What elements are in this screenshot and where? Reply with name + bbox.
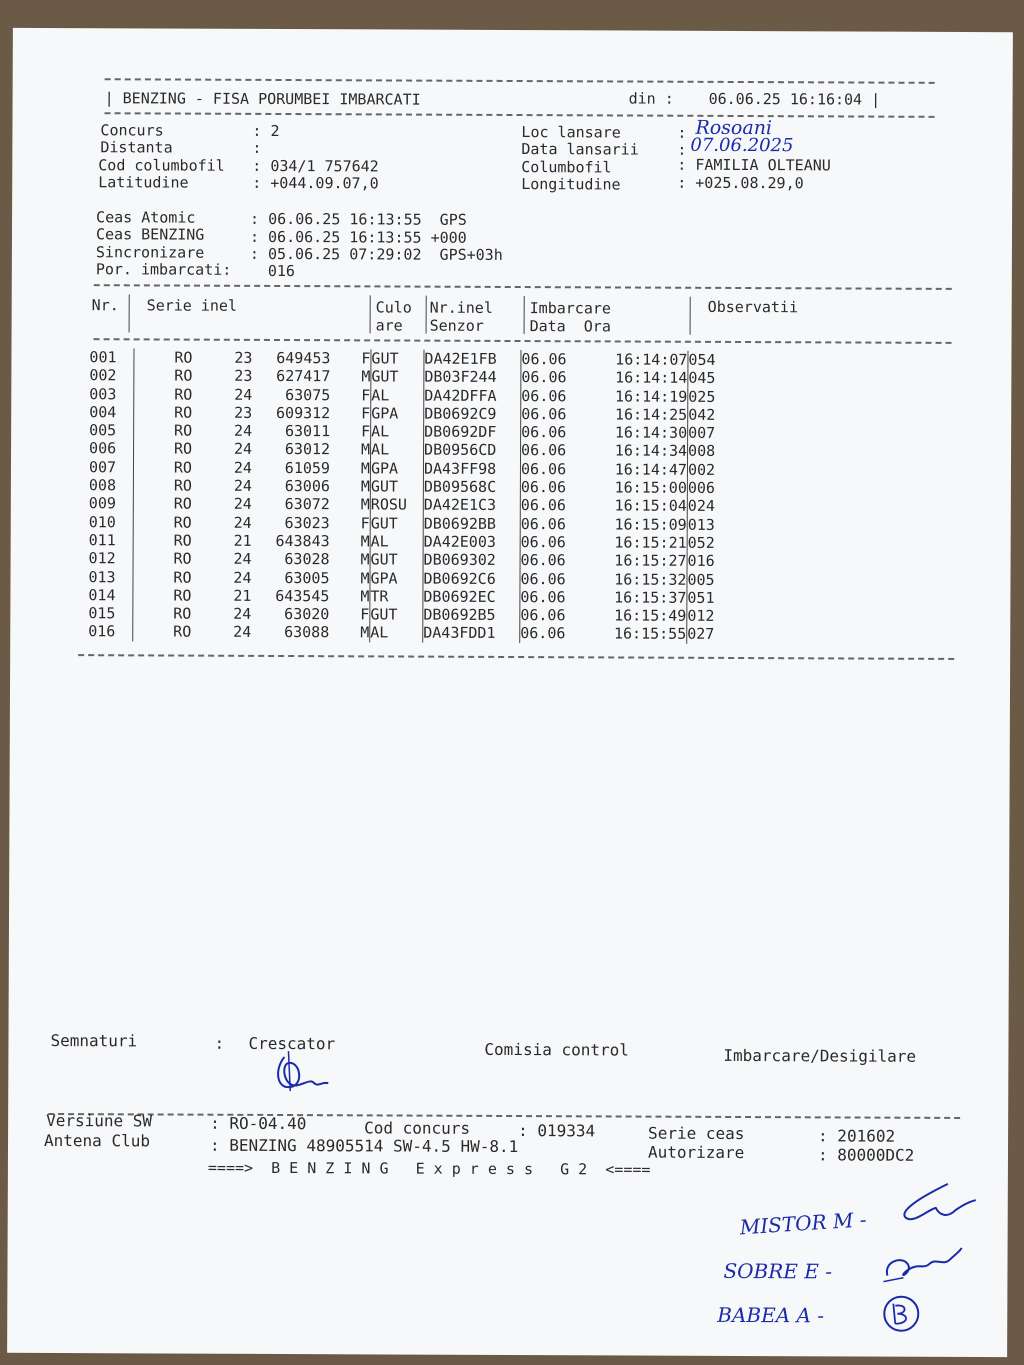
cell-yy: 23 <box>234 367 253 386</box>
cell-color: GUT <box>371 349 424 368</box>
loc-sep: : <box>677 123 687 142</box>
cell-obs: 025 <box>688 387 739 406</box>
cell-chip: DB069302 <box>423 551 520 570</box>
col-culoare: Culo <box>375 298 412 317</box>
cell-obs: 045 <box>688 369 739 388</box>
cell-date: 06.06 <box>521 405 584 424</box>
cell-obs: 024 <box>687 497 738 516</box>
cell-chip: DB0692B5 <box>423 606 520 625</box>
cell-yy: 24 <box>233 513 252 532</box>
cell-nr: 010 <box>88 512 116 531</box>
handwritten-name-1: MISTOR M - <box>739 1207 868 1240</box>
table-row <box>89 495 738 516</box>
divider <box>105 78 935 84</box>
pigeon-table <box>88 348 738 644</box>
handwritten-name-2: SOBRE E - <box>723 1258 833 1284</box>
cell-chip: DB0692DF <box>424 423 521 442</box>
cell-time: 16:14:14 <box>615 368 688 388</box>
cell-num: 63011 <box>284 422 331 441</box>
cell-chip: DA42E1FB <box>424 350 521 369</box>
columbofil-label: Columbofil <box>521 158 612 177</box>
cell-color: AL <box>370 532 423 551</box>
col-senzor: Senzor <box>429 316 484 335</box>
cell-time: 16:14:34 <box>614 441 688 461</box>
cell-yy: 24 <box>233 568 252 587</box>
ceas-atomic-label: Ceas Atomic <box>96 208 196 227</box>
cell-yy: 21 <box>233 586 252 605</box>
data-sep: : <box>677 140 687 159</box>
cell-chip: DA43FDD1 <box>423 624 520 643</box>
cell-sex: M <box>360 477 370 496</box>
cell-cc: RO <box>134 348 193 367</box>
cell-time: 16:14:47 <box>614 460 688 479</box>
cell-sex: F <box>361 385 371 404</box>
cell-color: ROSU <box>370 496 423 515</box>
distanta-label: Distanta <box>100 138 173 157</box>
latitudine-label: Latitudine <box>98 173 189 192</box>
cell-nr: 001 <box>89 348 117 367</box>
cell-nr: 007 <box>88 457 117 477</box>
autorizare-label: Autorizare <box>647 1142 745 1163</box>
document-page <box>7 28 1013 1357</box>
cell-date: 06.06 <box>521 350 584 369</box>
cell-sex: M <box>360 532 370 551</box>
semnaturi-sep: : <box>214 1033 225 1053</box>
cell-num: 643545 <box>275 586 330 606</box>
cod-concurs-label: Cod concurs <box>364 1118 471 1138</box>
document-title: | BENZING - FISA PORUMBEI IMBARCATI <box>104 89 421 109</box>
cell-time: 16:15:37 <box>614 588 687 607</box>
cell-yy: 23 <box>234 348 253 367</box>
sincronizare-value: : 05.06.25 07:29:02 GPS+03h <box>249 244 503 264</box>
cell-num: 63028 <box>284 550 330 569</box>
cell-color: GUT <box>370 551 423 570</box>
cell-obs: 027 <box>687 625 738 644</box>
col-imbarcare: Imbarcare <box>529 299 611 318</box>
cell-nr: 015 <box>88 604 116 623</box>
cell-cc: RO <box>133 568 192 587</box>
cell-yy: 24 <box>234 385 253 404</box>
cell-nr: 012 <box>88 549 116 568</box>
cell-obs: 007 <box>688 424 739 443</box>
cell-nr: 002 <box>89 366 117 385</box>
cell-nr: 013 <box>88 567 116 586</box>
cell-sex: M <box>360 459 371 478</box>
cell-date: 06.06 <box>521 442 584 461</box>
loc-handwritten: Rosoani <box>695 116 773 140</box>
cell-cc: RO <box>133 476 192 495</box>
cell-num: 63072 <box>284 495 330 514</box>
loc-label: Loc lansare <box>521 123 621 142</box>
semnaturi-label: Semnaturi <box>50 1030 138 1051</box>
cell-num: 61059 <box>284 458 331 477</box>
signature-2 <box>877 1242 962 1290</box>
cell-yy: 23 <box>234 403 253 422</box>
cell-date: 06.06 <box>520 570 583 589</box>
cell-time: 16:15:27 <box>614 551 687 571</box>
cell-cc: RO <box>133 550 192 569</box>
date-label: din : <box>628 89 674 108</box>
cell-nr: 003 <box>89 384 117 403</box>
cell-nr: 011 <box>88 531 116 550</box>
col-culoare-2: are <box>375 316 403 335</box>
cell-nr: 008 <box>88 476 117 495</box>
column-divider <box>426 296 427 334</box>
cell-color: GPA <box>370 569 423 588</box>
latitudine-value: : +044.09.07,0 <box>252 173 379 193</box>
cell-cc: RO <box>133 586 192 605</box>
cell-date: 06.06 <box>520 551 583 570</box>
cell-chip: DB0692BB <box>423 514 520 533</box>
cell-yy: 24 <box>233 495 252 514</box>
cell-sex: M <box>360 568 370 587</box>
handwritten-name-3: BABEA A - <box>717 1302 825 1328</box>
col-nr: Nr. <box>91 296 119 315</box>
longitudine-label: Longitudine <box>521 175 621 194</box>
cell-sex: M <box>361 367 371 386</box>
cell-time: 16:15:00 <box>614 478 687 497</box>
cell-num: 649453 <box>276 348 331 368</box>
cell-nr: 006 <box>89 439 117 458</box>
cell-color: AL <box>371 386 424 405</box>
cell-date: 06.06 <box>520 478 583 497</box>
cell-sex: F <box>361 349 371 368</box>
cell-color: GUT <box>370 514 423 533</box>
cell-nr: 016 <box>88 622 116 641</box>
concurs-label: Concurs <box>100 121 164 140</box>
cell-time: 16:14:07 <box>615 350 688 369</box>
cell-nr: 009 <box>88 494 116 513</box>
cell-date: 06.06 <box>520 496 583 515</box>
cell-chip: DB0692EC <box>423 587 520 606</box>
cell-color: TR <box>370 587 423 606</box>
cell-sex: M <box>360 550 370 569</box>
cell-chip: DA43FF98 <box>423 459 520 478</box>
cell-chip: DB0692C9 <box>424 405 521 424</box>
porumbei-imbarcati-label: Por. imbarcati: <box>95 260 232 279</box>
comisia-control-label: Comisia control <box>484 1039 629 1060</box>
cell-cc: RO <box>134 422 193 441</box>
crescator-signature <box>270 1049 340 1099</box>
print-date: 06.06.25 16:16:04 | <box>708 89 881 109</box>
cell-obs: 002 <box>687 461 738 480</box>
cell-time: 16:15:04 <box>614 496 687 516</box>
cell-nr: 005 <box>89 421 117 440</box>
cell-cc: RO <box>134 440 193 459</box>
cod-value: : 034/1 757642 <box>252 156 379 176</box>
signature-3 <box>873 1290 933 1338</box>
imbarcare-desigilare-label: Imbarcare/Desigilare <box>723 1045 917 1066</box>
cell-time: 16:15:55 <box>613 624 687 644</box>
cell-cc: RO <box>134 385 193 404</box>
sincronizare-label: Sincronizare <box>95 243 205 262</box>
cell-chip: DA42E1C3 <box>423 496 520 515</box>
ceas-atomic-value: : 06.06.25 16:13:55 GPS <box>250 209 467 229</box>
cell-num: 63020 <box>284 605 330 624</box>
porumbei-imbarcati-value: 016 <box>267 261 295 281</box>
cell-num: 63005 <box>284 568 330 587</box>
cell-date: 06.06 <box>520 588 583 607</box>
autorizare-value: : 80000DC2 <box>817 1145 915 1165</box>
divider <box>105 112 935 118</box>
cell-num: 63075 <box>285 385 331 404</box>
cell-yy: 24 <box>233 458 253 477</box>
cell-cc: RO <box>134 367 193 386</box>
cell-yy: 24 <box>234 421 253 441</box>
cell-chip: DA42E003 <box>423 533 520 552</box>
data-lansarii-handwritten: 07.06.2025 <box>690 134 794 157</box>
cell-obs: 054 <box>688 351 739 370</box>
cell-time: 16:14:25 <box>614 405 688 424</box>
divider <box>94 284 952 290</box>
cell-obs: 006 <box>687 479 738 498</box>
longitudine-value: : +025.08.29,0 <box>677 173 804 193</box>
cell-obs: 012 <box>687 607 738 626</box>
cell-obs: 013 <box>687 515 738 534</box>
cell-date: 06.06 <box>520 515 583 534</box>
cell-date: 06.06 <box>520 460 583 479</box>
cell-date: 06.06 <box>520 606 583 625</box>
serie-ceas-label: Serie ceas <box>648 1123 745 1144</box>
cell-time: 16:14:30 <box>614 423 688 442</box>
cell-num: 627417 <box>276 367 331 386</box>
divider <box>48 1113 960 1119</box>
cell-obs: 016 <box>687 552 738 571</box>
cell-yy: 24 <box>233 476 252 495</box>
cell-num: 63023 <box>284 513 330 532</box>
versiune-sw-label: Versiune SW <box>46 1110 153 1131</box>
cell-nr: 004 <box>89 403 117 422</box>
column-divider <box>370 295 371 333</box>
ceas-benzing-label: Ceas BENZING <box>95 225 205 244</box>
crescator-label: Crescator <box>248 1033 336 1054</box>
column-divider <box>690 297 691 335</box>
cell-chip: DA42DFFA <box>424 386 521 405</box>
cell-sex: M <box>360 623 370 642</box>
cell-color: AL <box>370 624 423 643</box>
cell-date: 06.06 <box>521 387 584 406</box>
cell-color: AL <box>371 423 424 442</box>
col-data-ora: Data Ora <box>529 317 611 336</box>
cell-chip: DB0692C6 <box>423 569 520 588</box>
cell-chip: DB03F244 <box>424 368 521 387</box>
cell-obs: 008 <box>688 442 739 461</box>
cell-time: 16:15:09 <box>614 515 687 534</box>
cell-sex: F <box>361 422 371 441</box>
cell-color: GUT <box>370 606 423 625</box>
concurs-value: : 2 <box>252 121 280 140</box>
cod-label: Cod columbofil <box>98 156 225 175</box>
divider <box>78 654 954 660</box>
cell-color: GPA <box>371 404 424 423</box>
cell-time: 16:15:21 <box>614 533 687 552</box>
cell-time: 16:14:19 <box>615 387 688 406</box>
cell-yy: 24 <box>233 623 252 642</box>
col-nr-inel: Nr.inel <box>429 298 493 317</box>
table-row <box>89 549 738 570</box>
cell-chip: DB0956CD <box>424 441 521 460</box>
data-lansarii-label: Data lansarii <box>521 140 639 159</box>
cell-obs: 051 <box>687 589 738 608</box>
divider <box>94 338 952 344</box>
cell-sex: F <box>361 404 371 423</box>
cell-num: 63006 <box>284 477 330 496</box>
versiune-sw-value: : RO-04.40 <box>210 1113 307 1134</box>
serie-ceas-value: : 201602 <box>818 1126 896 1146</box>
cell-num: 63012 <box>284 440 331 459</box>
antena-club-label: Antena Club <box>43 1130 151 1151</box>
cell-num: 609312 <box>275 403 331 423</box>
cell-obs: 005 <box>687 570 738 589</box>
cell-date: 06.06 <box>520 533 583 552</box>
cell-color: GUT <box>371 368 424 387</box>
cell-cc: RO <box>133 605 192 624</box>
cell-sex: F <box>360 514 370 533</box>
cell-cc: RO <box>133 458 192 477</box>
cell-date: 06.06 <box>520 624 583 643</box>
cell-sex: M <box>360 587 370 606</box>
cell-sex: F <box>360 605 370 624</box>
cell-num: 643843 <box>275 531 330 551</box>
table-row <box>88 623 737 644</box>
cell-obs: 052 <box>687 534 738 553</box>
signature-1 <box>888 1180 983 1230</box>
ceas-benzing-value: : 06.06.25 16:13:55 +000 <box>249 227 467 247</box>
distanta-value: : <box>252 138 262 157</box>
cell-cc: RO <box>134 403 193 422</box>
col-serie-inel: Serie inel <box>146 296 238 315</box>
cell-date: 06.06 <box>521 368 584 387</box>
cell-sex: M <box>360 495 370 514</box>
column-divider <box>524 296 525 334</box>
cell-yy: 21 <box>233 531 252 550</box>
cell-color: GPA <box>370 459 423 478</box>
cell-obs: 042 <box>688 406 739 425</box>
cell-nr: 014 <box>88 586 116 605</box>
cell-cc: RO <box>133 495 192 514</box>
table-row <box>89 366 738 387</box>
cell-color: AL <box>371 441 424 460</box>
cell-cc: RO <box>133 531 192 550</box>
cell-time: 16:15:49 <box>614 606 687 625</box>
cell-yy: 24 <box>233 440 253 459</box>
cell-time: 16:15:32 <box>614 570 687 589</box>
cell-date: 06.06 <box>521 423 584 442</box>
cell-color: GUT <box>370 477 423 496</box>
benzing-banner: ====> B E N Z I N G E x p r e s s G 2 <==== <box>207 1158 651 1179</box>
antena-club-value: : BENZING 48905514 SW-4.5 HW-8.1 <box>209 1135 519 1157</box>
cell-cc: RO <box>133 513 192 532</box>
cell-chip: DB09568C <box>423 478 520 497</box>
cell-num: 63088 <box>284 623 330 642</box>
column-divider <box>129 294 130 332</box>
cell-yy: 24 <box>233 550 252 569</box>
cell-cc: RO <box>133 623 192 642</box>
col-observatii: Observatii <box>707 297 799 317</box>
cod-concurs-value: : 019334 <box>518 1121 596 1141</box>
columbofil-value: : FAMILIA OLTEANU <box>677 155 831 175</box>
cell-yy: 24 <box>233 604 252 624</box>
cell-sex: M <box>360 440 371 459</box>
